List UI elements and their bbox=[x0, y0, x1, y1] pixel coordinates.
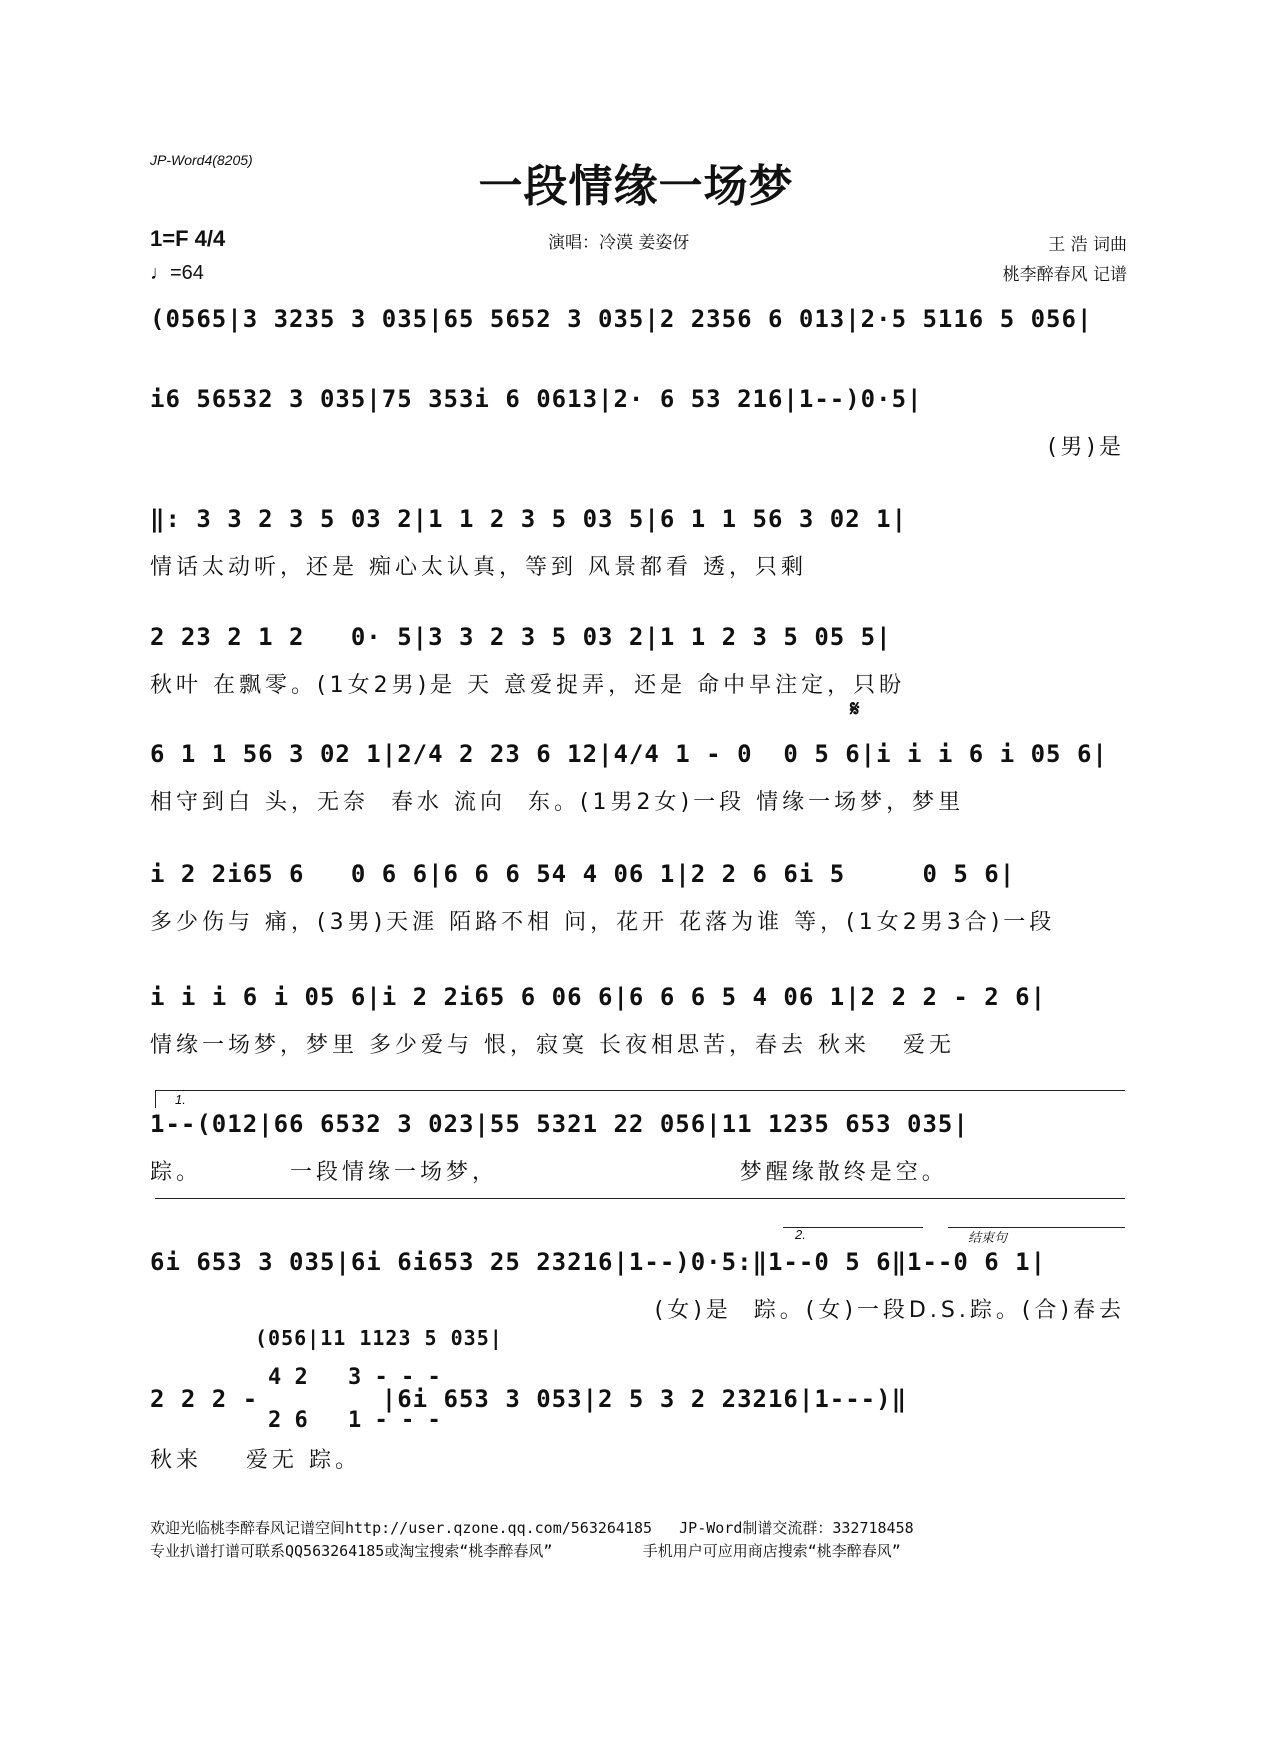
footer-line-2: 专业扒谱打谱可联系QQ563264185或淘宝搜索“桃李醉春风” 手机用户可应用商店搜索“桃李醉春风” bbox=[150, 1542, 901, 1560]
lyric-row-9: (女)是 踪。(女)一段D.S.踪。(合)春去 bbox=[654, 1298, 1125, 1323]
composer-credit: 王 浩 词曲 bbox=[1048, 235, 1127, 255]
score-row-10: 2 2 2 - |6i 653 3 053|2 5 3 2 23216|1---)‖ bbox=[150, 1385, 908, 1413]
system-rule bbox=[155, 1198, 1125, 1199]
score-row-6: i 2 2i65 6 0 6 6|6 6 6 54 4 06 1|2 2 6 6i 5 0 5 6| bbox=[150, 860, 1016, 888]
score-row-5: 6 1 1 56 3 02 1|2/4 2 23 6 12|4/4 1 - 0 0 5 6|i i i 6 i 05 6| bbox=[150, 740, 1108, 768]
lyric-row-7: 情缘一场梦，梦里 多少爱与 恨，寂寞 长夜相思苦，春去 秋来 爱无 bbox=[150, 1033, 955, 1058]
lyric-row-4: 秋叶 在飘零。(1女2男)是 天 意爱捉弄，还是 命中早注定，只盼 bbox=[150, 673, 906, 698]
lyric-row-10: 秋来 爱无 踪。 bbox=[150, 1448, 361, 1473]
volta-2-label: 2. bbox=[795, 1227, 806, 1242]
footer-line-1: 欢迎光临桃李醉春风记谱空间http://user.qzone.qq.com/563264185 JP-Word制谱交流群：332718458 bbox=[150, 1519, 914, 1537]
key-signature: 1=F 4/4 bbox=[150, 226, 226, 251]
lyric-row-5: 相守到白 头，无奈 春水 流向 东。(1男2女)一段 情缘一场梦，梦里 bbox=[150, 790, 965, 815]
coda-label: 结束句 bbox=[968, 1230, 1008, 1245]
volta-1-label: 1. bbox=[175, 1092, 186, 1107]
score-row-4: 2 23 2 1 2 0· 5|3 3 2 3 5 03 2|1 1 2 3 5 05 5| bbox=[150, 623, 892, 651]
score-row-7: i i i 6 i 05 6|i 2 2i65 6 06 6|6 6 6 5 4 06 1|2 2 2 - 2 6| bbox=[150, 983, 1047, 1011]
chord-upper-notes: 4 2 bbox=[268, 1365, 308, 1390]
volta-1-hook bbox=[155, 1090, 156, 1108]
song-title: 一段情缘一场梦 bbox=[478, 161, 794, 212]
ending-fragment: (056|11 1123 5 035| bbox=[255, 1326, 503, 1350]
chord-lower-rest: 1 - - - bbox=[348, 1408, 441, 1433]
software-label: JP-Word4(8205) bbox=[150, 152, 253, 168]
volta-1-bracket bbox=[155, 1090, 1125, 1091]
lyric-row-8: 踪。 一段情缘一场梦， 梦醒缘散终是空。 bbox=[150, 1160, 948, 1185]
chord-lower-notes: 2 6 bbox=[268, 1408, 308, 1433]
lyric-row-2: (男)是 bbox=[1047, 435, 1125, 460]
tempo-marking: ♩=64 bbox=[150, 262, 204, 284]
score-row-1: (0565|3 3235 3 035|65 5652 3 035|2 2356 6 013|2·5 5116 5 056| bbox=[150, 305, 1093, 333]
transcriber-credit: 桃李醉春风 记谱 bbox=[1002, 265, 1127, 285]
score-row-2: i6 56532 3 035|75 353i 6 0613|2· 6 53 216|1--)0·5| bbox=[150, 385, 923, 413]
singers-credit: 演唱：冷漠 姜姿伢 bbox=[548, 233, 690, 253]
score-row-3: ‖: 3 3 2 3 5 03 2|1 1 2 3 5 03 5|6 1 1 56 3 02 1| bbox=[150, 505, 908, 533]
lyric-row-6: 多少伤与 痛，(3男)天涯 陌路不相 问，花开 花落为谁 等，(1女2男3合)一段 bbox=[150, 910, 1056, 935]
score-row-9: 6i 653 3 035|6i 6i653 25 23216|1--)0·5:‖1--0 5 6‖1--0 6 1| bbox=[150, 1248, 1047, 1276]
segno-sign: 𝄋 bbox=[850, 697, 860, 722]
lyric-row-3: 情话太动听，还是 痴心太认真，等到 风景都看 透，只剩 bbox=[150, 555, 807, 580]
credits-block bbox=[1003, 230, 1127, 290]
chord-upper-rest: 3 - - - bbox=[348, 1365, 441, 1390]
score-row-8: 1--(012|66 6532 3 023|55 5321 22 056|11 1235 653 035| bbox=[150, 1110, 969, 1138]
